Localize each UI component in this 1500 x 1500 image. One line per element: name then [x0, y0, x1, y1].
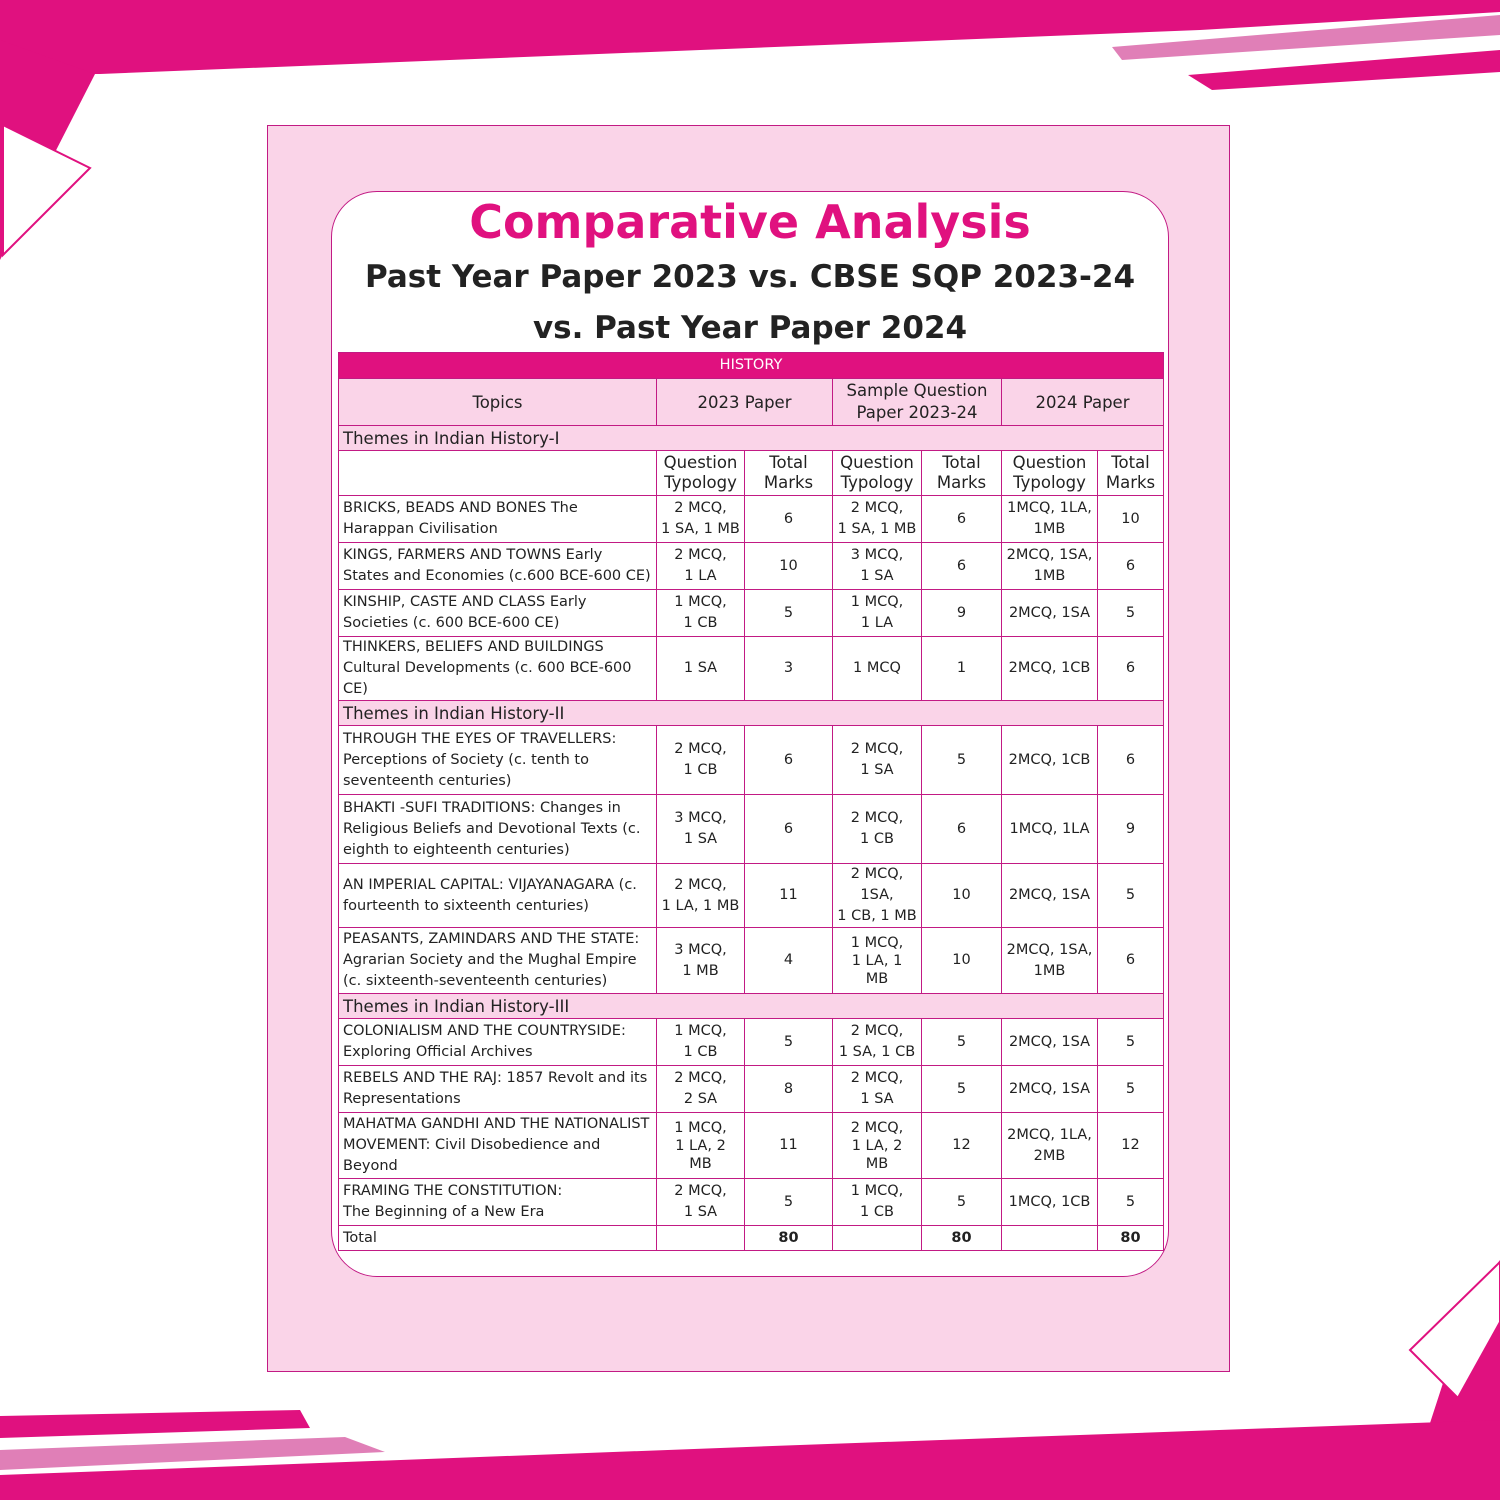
- section-row: [339, 701, 1164, 726]
- marks-sqp-cell: 10: [922, 864, 1002, 928]
- typology-sqp-cell: 2 MCQ, 1SA, 1 CB, 1 MB: [833, 864, 922, 928]
- typology-sqp-cell: 1 MCQ, 1 LA: [833, 590, 922, 637]
- table-row: [339, 590, 1164, 637]
- marks-sqp-cell: 1: [922, 637, 1002, 701]
- topic-cell: MAHATMA GANDHI AND THE NATIONALIST MOVEMENT: Civil Disobedience and Beyond: [339, 1113, 657, 1179]
- typology-2023-cell: 2 MCQ, 1 CB: [657, 726, 745, 795]
- marks-2024-cell: 5: [1098, 590, 1164, 637]
- total-blank: [1002, 1226, 1098, 1251]
- table-row: [339, 1019, 1164, 1066]
- marks-2023-cell: 4: [745, 928, 833, 994]
- marks-sqp-cell: 12: [922, 1113, 1002, 1179]
- typology-2024-cell: 1MCQ, 1LA: [1002, 795, 1098, 864]
- subject-header: HISTORY: [339, 353, 1164, 379]
- sqp-header: Sample Question Paper 2023-24: [833, 379, 1002, 426]
- section-row: [339, 426, 1164, 451]
- typology-2023-cell: 1 SA: [657, 637, 745, 701]
- typology-2024-cell: 2MCQ, 1LA, 2MB: [1002, 1113, 1098, 1179]
- typology-2024-cell: 1MCQ, 1CB: [1002, 1179, 1098, 1226]
- topic-cell: BRICKS, BEADS AND BONES The Harappan Civilisation: [339, 496, 657, 543]
- typology-2023-cell: 2 MCQ, 2 SA: [657, 1066, 745, 1113]
- comparison-table: [338, 352, 1164, 1251]
- topic-cell: PEASANTS, ZAMINDARS AND THE STATE: Agrarian Society and the Mughal Empire (c. sixteenth-seventeenth centuries): [339, 928, 657, 994]
- paper-2024-header: 2024 Paper: [1002, 379, 1164, 426]
- typology-2024-cell: 2MCQ, 1SA, 1MB: [1002, 543, 1098, 590]
- typology-2024-cell: 2MCQ, 1SA: [1002, 864, 1098, 928]
- table-row: [339, 1113, 1164, 1179]
- topics-header: Topics: [339, 379, 657, 426]
- typology-sqp-cell: 2 MCQ, 1 SA: [833, 726, 922, 795]
- marks-2024-cell: 6: [1098, 637, 1164, 701]
- marks-2023-cell: 5: [745, 590, 833, 637]
- marks-2023-cell: 6: [745, 795, 833, 864]
- section-title: Themes in Indian History-I: [339, 426, 1164, 451]
- topic-cell: REBELS AND THE RAJ: 1857 Revolt and its Representations: [339, 1066, 657, 1113]
- paper-2023-header: 2023 Paper: [657, 379, 833, 426]
- typology-2023-cell: 2 MCQ, 1 LA: [657, 543, 745, 590]
- marks-2023-cell: 5: [745, 1019, 833, 1066]
- typology-2024-cell: 2MCQ, 1CB: [1002, 726, 1098, 795]
- typology-subheader: Question Typology: [1002, 451, 1098, 496]
- marks-2023-cell: 5: [745, 1179, 833, 1226]
- marks-2024-cell: 6: [1098, 928, 1164, 994]
- typology-2024-cell: 2MCQ, 1SA: [1002, 1066, 1098, 1113]
- typology-sqp-cell: 2 MCQ, 1 SA, 1 CB: [833, 1019, 922, 1066]
- marks-2023-cell: 6: [745, 726, 833, 795]
- topic-cell: BHAKTI -SUFI TRADITIONS: Changes in Religious Beliefs and Devotional Texts (c. eighth to eighteenth centuries): [339, 795, 657, 864]
- typology-2023-cell: 3 MCQ, 1 SA: [657, 795, 745, 864]
- marks-subheader: Total Marks: [1098, 451, 1164, 496]
- table-row: [339, 864, 1164, 928]
- total-blank: [657, 1226, 745, 1251]
- marks-sqp-cell: 5: [922, 726, 1002, 795]
- topic-cell: FRAMING THE CONSTITUTION: The Beginning of a New Era: [339, 1179, 657, 1226]
- topic-cell: THROUGH THE EYES OF TRAVELLERS: Perceptions of Society (c. tenth to seventeenth centuries): [339, 726, 657, 795]
- marks-2023-cell: 8: [745, 1066, 833, 1113]
- total-row: [339, 1226, 1164, 1251]
- marks-sqp-cell: 6: [922, 795, 1002, 864]
- typology-2024-cell: 2MCQ, 1SA, 1MB: [1002, 928, 1098, 994]
- marks-2024-cell: 5: [1098, 1019, 1164, 1066]
- table-row: [339, 637, 1164, 701]
- typology-sqp-cell: 2 MCQ, 1 SA: [833, 1066, 922, 1113]
- typology-sqp-cell: 3 MCQ, 1 SA: [833, 543, 922, 590]
- marks-2023-cell: 10: [745, 543, 833, 590]
- typology-subheader: Question Typology: [657, 451, 745, 496]
- table-row: [339, 928, 1164, 994]
- typology-2023-cell: 3 MCQ, 1 MB: [657, 928, 745, 994]
- marks-sqp-cell: 9: [922, 590, 1002, 637]
- typology-2023-cell: 2 MCQ, 1 SA, 1 MB: [657, 496, 745, 543]
- marks-sqp-cell: 5: [922, 1019, 1002, 1066]
- marks-sqp-cell: 5: [922, 1066, 1002, 1113]
- marks-sqp-cell: 6: [922, 496, 1002, 543]
- typology-2024-cell: 2MCQ, 1SA: [1002, 590, 1098, 637]
- marks-2023-cell: 11: [745, 1113, 833, 1179]
- topic-cell: KINSHIP, CASTE AND CLASS Early Societies (c. 600 BCE-600 CE): [339, 590, 657, 637]
- total-blank: [833, 1226, 922, 1251]
- typology-sqp-cell: 2 MCQ, 1 SA, 1 MB: [833, 496, 922, 543]
- table-row: [339, 496, 1164, 543]
- marks-2024-cell: 6: [1098, 543, 1164, 590]
- topic-cell: COLONIALISM AND THE COUNTRYSIDE: Exploring Official Archives: [339, 1019, 657, 1066]
- page-title: Comparative Analysis: [469, 195, 1031, 249]
- subheader-row: [339, 451, 1164, 496]
- marks-sqp-cell: 10: [922, 928, 1002, 994]
- marks-2024-cell: 9: [1098, 795, 1164, 864]
- marks-sqp-cell: 5: [922, 1179, 1002, 1226]
- total-2024: 80: [1098, 1226, 1164, 1251]
- topic-cell: AN IMPERIAL CAPITAL: VIJAYANAGARA (c. fourteenth to sixteenth centuries): [339, 864, 657, 928]
- typology-2024-cell: 2MCQ, 1CB: [1002, 637, 1098, 701]
- table-row: [339, 543, 1164, 590]
- typology-2024-cell: 1MCQ, 1LA, 1MB: [1002, 496, 1098, 543]
- marks-2023-cell: 11: [745, 864, 833, 928]
- table-row: [339, 1179, 1164, 1226]
- typology-2023-cell: 1 MCQ, 1 CB: [657, 1019, 745, 1066]
- marks-2024-cell: 5: [1098, 1179, 1164, 1226]
- marks-2023-cell: 6: [745, 496, 833, 543]
- typology-subheader: Question Typology: [833, 451, 922, 496]
- typology-sqp-cell: 1 MCQ, 1 CB: [833, 1179, 922, 1226]
- marks-2023-cell: 3: [745, 637, 833, 701]
- typology-2023-cell: 1 MCQ, 1 LA, 2 MB: [657, 1113, 745, 1179]
- marks-2024-cell: 10: [1098, 496, 1164, 543]
- typology-sqp-cell: 1 MCQ, 1 LA, 1 MB: [833, 928, 922, 994]
- marks-subheader: Total Marks: [745, 451, 833, 496]
- table-row: [339, 726, 1164, 795]
- marks-2024-cell: 6: [1098, 726, 1164, 795]
- subheader-blank: [339, 451, 657, 496]
- total-label: Total: [339, 1226, 657, 1251]
- typology-sqp-cell: 2 MCQ, 1 LA, 2 MB: [833, 1113, 922, 1179]
- typology-2024-cell: 2MCQ, 1SA: [1002, 1019, 1098, 1066]
- typology-2023-cell: 2 MCQ, 1 SA: [657, 1179, 745, 1226]
- topic-cell: KINGS, FARMERS AND TOWNS Early States and Economies (c.600 BCE-600 CE): [339, 543, 657, 590]
- marks-2024-cell: 12: [1098, 1113, 1164, 1179]
- section-title: Themes in Indian History-III: [339, 994, 1164, 1019]
- marks-sqp-cell: 6: [922, 543, 1002, 590]
- page-subtitle-line1: Past Year Paper 2023 vs. CBSE SQP 2023-24: [364, 259, 1136, 295]
- section-title: Themes in Indian History-II: [339, 701, 1164, 726]
- page-subtitle-line2: vs. Past Year Paper 2024: [532, 310, 968, 346]
- table-body: [339, 426, 1164, 1251]
- table-row: [339, 1066, 1164, 1113]
- table-row: [339, 795, 1164, 864]
- marks-2024-cell: 5: [1098, 864, 1164, 928]
- typology-2023-cell: 2 MCQ, 1 LA, 1 MB: [657, 864, 745, 928]
- marks-subheader: Total Marks: [922, 451, 1002, 496]
- section-row: [339, 994, 1164, 1019]
- total-sqp: 80: [922, 1226, 1002, 1251]
- total-2023: 80: [745, 1226, 833, 1251]
- typology-2023-cell: 1 MCQ, 1 CB: [657, 590, 745, 637]
- typology-sqp-cell: 2 MCQ, 1 CB: [833, 795, 922, 864]
- marks-2024-cell: 5: [1098, 1066, 1164, 1113]
- typology-sqp-cell: 1 MCQ: [833, 637, 922, 701]
- topic-cell: THINKERS, BELIEFS AND BUILDINGS Cultural Developments (c. 600 BCE-600 CE): [339, 637, 657, 701]
